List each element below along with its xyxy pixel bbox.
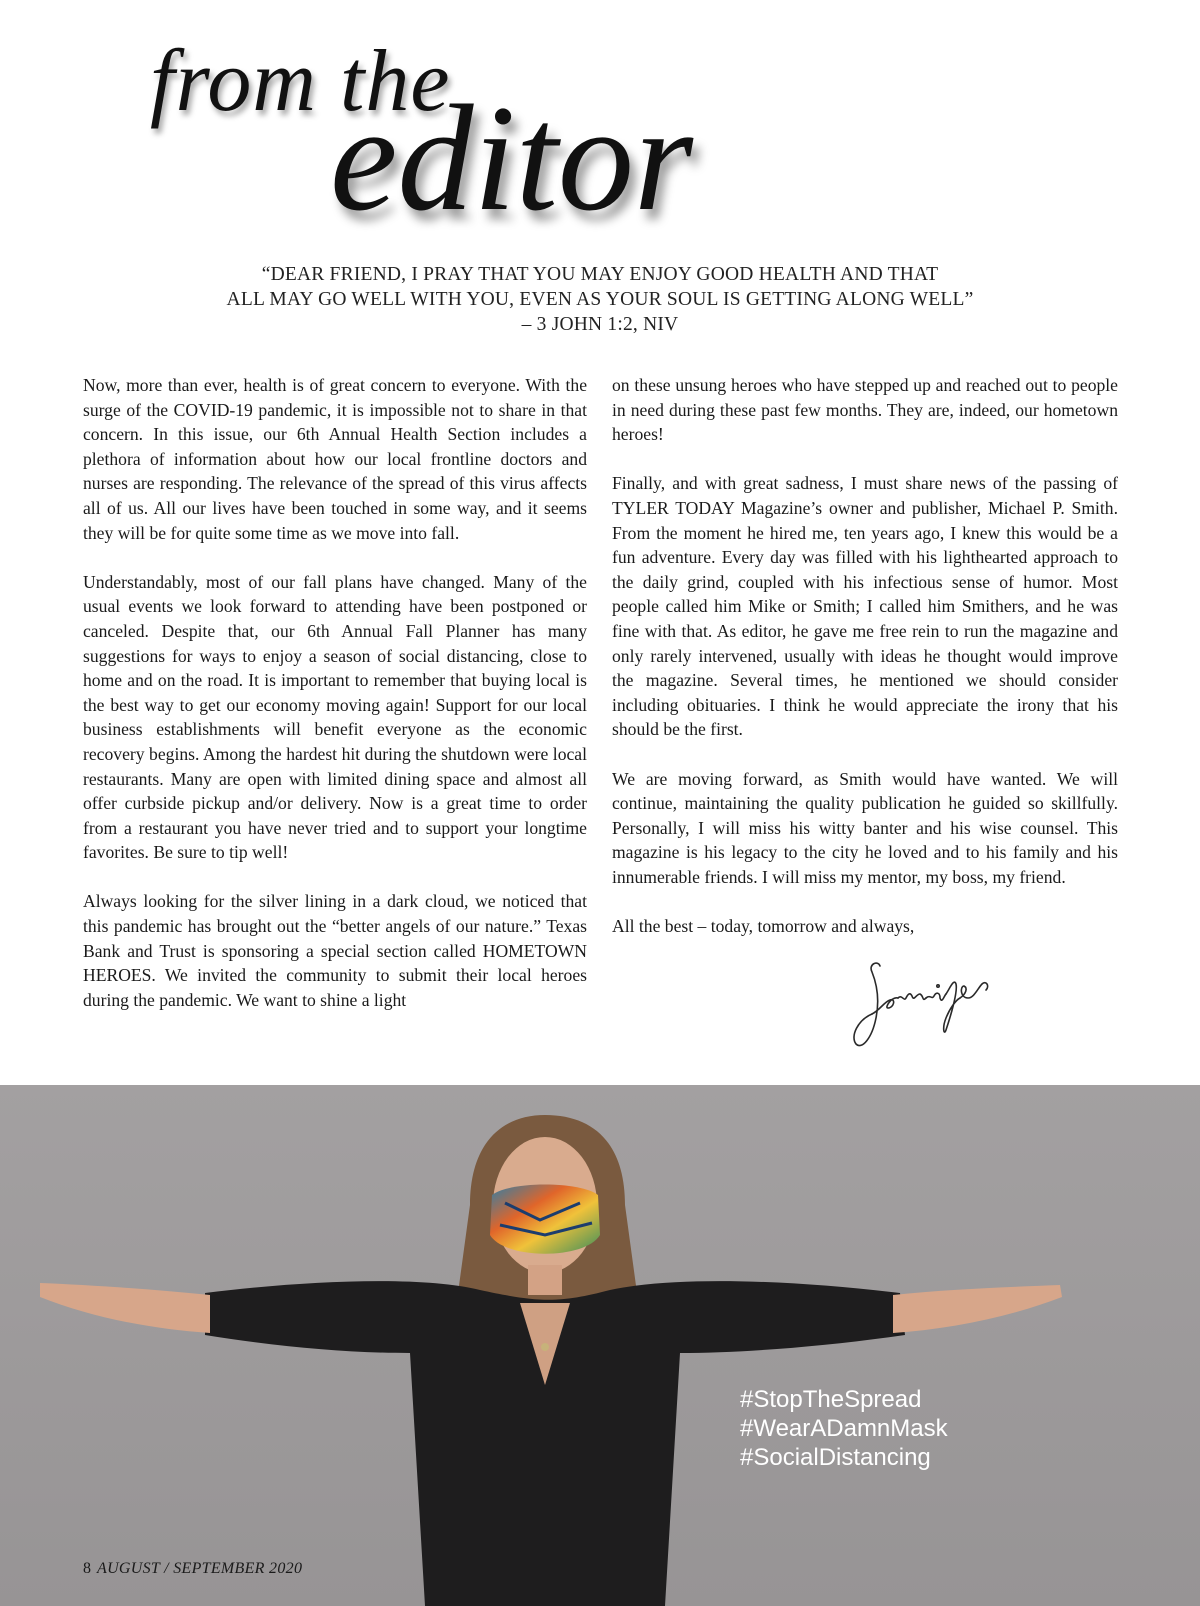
paragraph: Finally, and with great sadness, I must share news of the passing of TYLER TODAY Magazine’s owner and publisher, Michael P. Smith. From the moment he hired me, ten years ago, I knew this would be a fun adventure. Every day was filled with his lighthearted approach to the daily grind, coupled with his infectious sense of humor. Most people called him Mike or Smith; I called him Smithers, and he was fine with that. As editor, he gave me free rein to run the magazine and only rarely intervened, usually with ideas he thought would improve the magazine. Several times, he mentioned we should consider including obituaries. I think he would appreciate the irony that his should be the first. <box>612 473 1118 740</box>
editor-portrait-photo <box>0 1085 1200 1606</box>
hashtag: #WearADamnMask <box>740 1415 948 1442</box>
page-folio <box>83 1560 302 1578</box>
article-column-left <box>83 373 587 1037</box>
hashtag: #StopTheSpread <box>740 1386 922 1413</box>
masthead-editor: editor <box>330 74 694 242</box>
masthead-from-the: from the <box>150 33 451 130</box>
paragraph: Understandably, most of our fall plans have changed. Many of the usual events we look forward to attending have been postponed or canceled. Despite that, our 6th Annual Fall Planner has many suggestions for ways to enjoy a season of social distancing, close to home and on the road. It is important to remember that buying local is the best way to get our economy moving again! Support for our local business establishments will benefit everyone as the economic recovery begins. Among the hardest hit during the shutdown were local restaurants. Many are open with limited dining space and almost all offer curbside pickup and/or delivery. Now is a great time to order from a restaurant you have never tried and to support your longtime favorites. Be sure to tip well! <box>83 571 587 863</box>
hashtag: #SocialDistancing <box>740 1444 931 1471</box>
paragraph: We are moving forward, as Smith would have wanted. We will continue, maintaining the quality publication he guided so skillfully. Personally, I will miss his witty banter and his wise counsel. This magazine is his legacy to the city he loved and to his family and his innumerable friends. I will miss my mentor, my boss, my friend. <box>612 768 1118 887</box>
editor-signature <box>850 958 1010 1058</box>
sign-off: All the best – today, tomorrow and always, <box>612 916 915 937</box>
scripture-quote <box>100 262 1100 337</box>
paragraph: Always looking for the silver lining in a dark cloud, we noticed that this pandemic has brought out the “better angels of our nature.” Texas Bank and Trust is sponsoring a special section called HOMETOWN HEROES. We invited the community to submit their local heroes during the pandemic. We want to shine a light <box>83 891 587 1010</box>
hashtag-block <box>740 1385 948 1472</box>
editor-portrait-illustration <box>0 1085 1200 1606</box>
quote-citation: – 3 JOHN 1:2, NIV <box>521 314 679 335</box>
article-column-right <box>612 373 1118 963</box>
paragraph: Now, more than ever, health is of great concern to everyone. With the surge of the COVID-19 pandemic, it is impossible not to share in that concern. In this issue, our 6th Annual Health Section includes a plethora of information about how our local frontline doctors and nurses are responding. The relevance of the spread of this virus affects all of us. All our lives have been touched in some way, and it seems they will be for quite some time as we move into fall. <box>83 375 587 543</box>
quote-line-1: “DEAR FRIEND, I PRAY THAT YOU MAY ENJOY GOOD HEALTH AND THAT <box>261 264 939 285</box>
quote-line-2: ALL MAY GO WELL WITH YOU, EVEN AS YOUR SOUL IS GETTING ALONG WELL” <box>226 289 974 310</box>
paragraph: on these unsung heroes who have stepped up and reached out to people in need during these past few months. They are, indeed, our hometown heroes! <box>612 375 1118 445</box>
page-number: 8 <box>83 1560 91 1577</box>
issue-date: AUGUST / SEPTEMBER 2020 <box>97 1560 303 1577</box>
masthead <box>0 0 1200 250</box>
